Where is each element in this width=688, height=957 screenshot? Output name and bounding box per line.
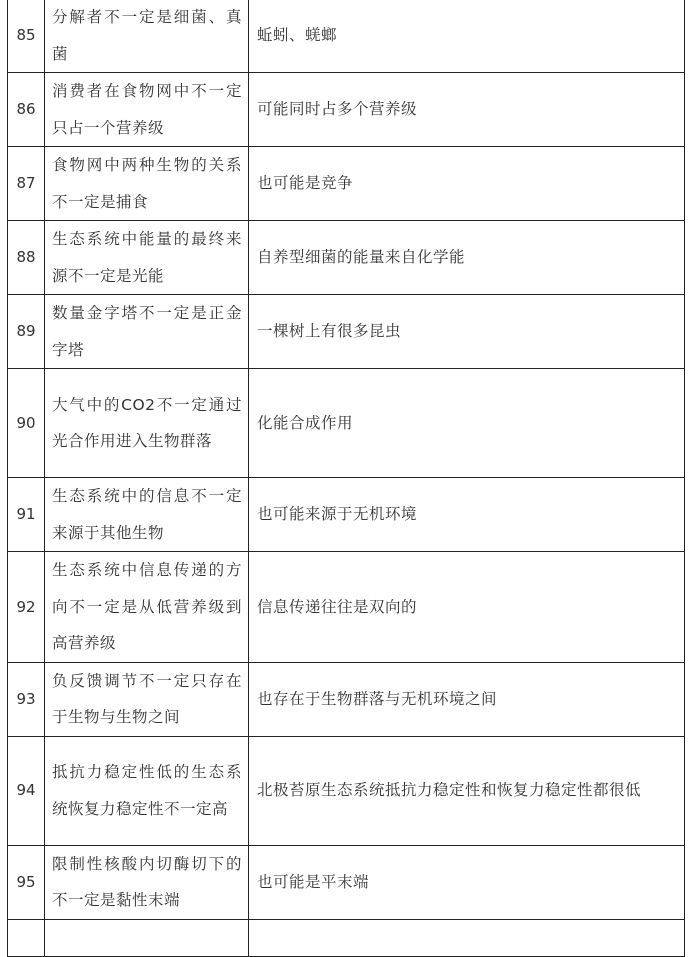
- row-statement: 数量金字塔不一定是正金字塔: [45, 295, 249, 369]
- row-explanation: [249, 919, 685, 956]
- row-statement: 负反馈调节不一定只存在于生物与生物之间: [45, 662, 249, 736]
- row-explanation: 蚯蚓、蜣螂: [249, 0, 685, 73]
- row-number: 95: [8, 845, 45, 919]
- row-explanation: 可能同时占多个营养级: [249, 73, 685, 147]
- row-statement: [45, 919, 249, 956]
- table-row: [8, 73, 685, 147]
- table-row: [8, 845, 685, 919]
- row-statement: 生态系统中的信息不一定来源于其他生物: [45, 478, 249, 552]
- row-statement: 限制性核酸内切酶切下的不一定是黏性末端: [45, 845, 249, 919]
- row-explanation: 也可能来源于无机环境: [249, 478, 685, 552]
- row-number: 92: [8, 552, 45, 663]
- row-number: 85: [8, 0, 45, 73]
- row-explanation: 信息传递往往是双向的: [249, 552, 685, 663]
- table-row: [8, 0, 685, 73]
- table-row: [8, 147, 685, 221]
- row-statement: 大气中的CO2不一定通过光合作用进入生物群落: [45, 369, 249, 478]
- row-explanation: 也可能是平末端: [249, 845, 685, 919]
- row-statement: 食物网中两种生物的关系不一定是捕食: [45, 147, 249, 221]
- table-row: [8, 478, 685, 552]
- row-number: 90: [8, 369, 45, 478]
- row-explanation: 也存在于生物群落与无机环境之间: [249, 662, 685, 736]
- facts-table-container: [7, 0, 684, 957]
- row-statement: 生态系统中信息传递的方向不一定是从低营养级到高营养级: [45, 552, 249, 663]
- row-statement: 消费者在食物网中不一定只占一个营养级: [45, 73, 249, 147]
- row-explanation: 化能合成作用: [249, 369, 685, 478]
- row-number: 87: [8, 147, 45, 221]
- row-number: 94: [8, 736, 45, 845]
- row-number: 91: [8, 478, 45, 552]
- row-number: [8, 919, 45, 956]
- row-explanation: 北极苔原生态系统抵抗力稳定性和恢复力稳定性都很低: [249, 736, 685, 845]
- table-row: [8, 295, 685, 369]
- row-statement: 生态系统中能量的最终来源不一定是光能: [45, 221, 249, 295]
- row-explanation: 一棵树上有很多昆虫: [249, 295, 685, 369]
- table-row: [8, 919, 685, 956]
- table-row: [8, 552, 685, 663]
- table-row: [8, 662, 685, 736]
- table-row: [8, 221, 685, 295]
- table-row: [8, 369, 685, 478]
- row-number: 89: [8, 295, 45, 369]
- table-row: [8, 736, 685, 845]
- facts-table: [7, 0, 685, 957]
- row-statement: 抵抗力稳定性低的生态系统恢复力稳定性不一定高: [45, 736, 249, 845]
- row-number: 88: [8, 221, 45, 295]
- row-number: 86: [8, 73, 45, 147]
- row-statement: 分解者不一定是细菌、真菌: [45, 0, 249, 73]
- row-number: 93: [8, 662, 45, 736]
- row-explanation: 自养型细菌的能量来自化学能: [249, 221, 685, 295]
- row-explanation: 也可能是竞争: [249, 147, 685, 221]
